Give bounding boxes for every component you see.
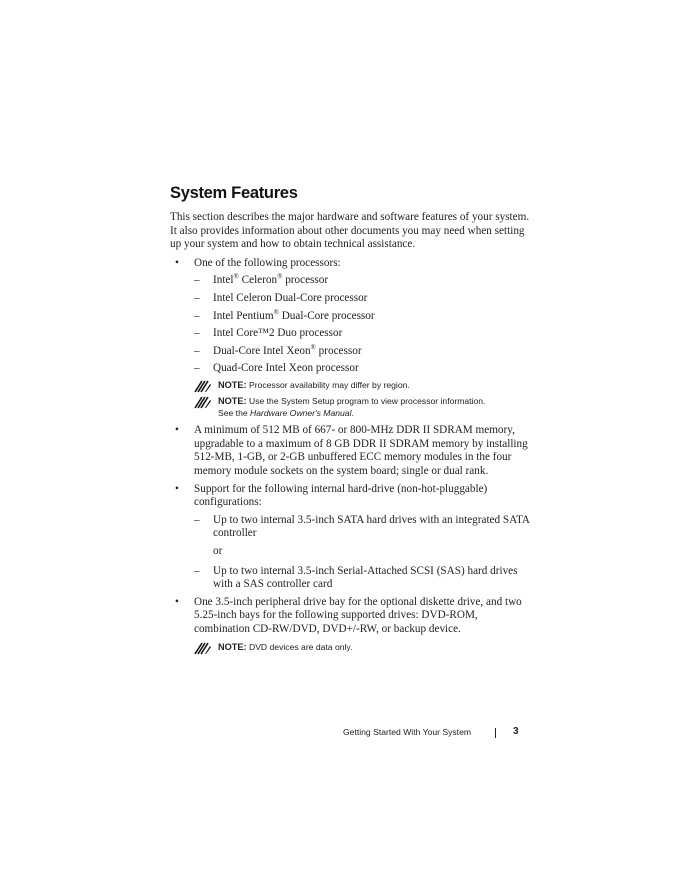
list-item [194, 565, 530, 592]
processor-text: Intel Celeron Dual-Core processor [213, 291, 368, 304]
list-item [170, 596, 530, 654]
harddrive-list [194, 514, 530, 541]
processor-text: processor [318, 344, 362, 357]
registered-mark: ® [273, 307, 279, 316]
processor-text: processor [285, 274, 329, 287]
list-item [194, 327, 530, 341]
processor-text: Intel Pentium [213, 309, 274, 322]
list-item [194, 292, 530, 306]
note-text: Processor availability may differ by region. [248, 379, 410, 390]
processor-list [194, 274, 530, 376]
intro-paragraph: This section describes the major hardware and software features of your system. It also provides information about other documents you may need when setting up your system and how to obtain technical assistance. [170, 211, 530, 251]
manual-title: Hardware Owner's Manual [250, 407, 352, 418]
dash: – [194, 327, 200, 340]
note-processor-availability [194, 380, 530, 391]
processor-text: Dual-Core Intel Xeon [213, 344, 311, 357]
processor-text: Celeron [241, 274, 278, 287]
dash: – [194, 291, 200, 304]
registered-mark: ® [277, 272, 283, 281]
list-item [194, 345, 530, 359]
feature-list [170, 257, 530, 654]
processor-text: Intel [213, 274, 234, 287]
list-item [170, 483, 530, 592]
drivebay-text: One 3.5-inch peripheral drive bay for the optional diskette drive, and two 5.25-inch bays for the following supported drives: DVD-ROM, combination CD-RW/DVD, DVD+/-RW, or backup device. [194, 595, 522, 635]
dash: – [194, 309, 200, 322]
note-label: NOTE: [218, 396, 247, 407]
bullet: • [175, 482, 179, 495]
page-content [170, 184, 530, 659]
harddrive-lead: Support for the following internal hard-drive (non-hot-pluggable) configurations: [194, 482, 488, 509]
list-item [194, 307, 530, 324]
dash: – [194, 513, 200, 526]
dash: – [194, 362, 200, 375]
or-text: or [213, 544, 223, 557]
note-label: NOTE: [218, 642, 247, 653]
note-dvd [194, 642, 530, 653]
list-item [194, 274, 530, 288]
note-pencil-icon [194, 380, 212, 396]
footer-title: Getting Started With Your System [343, 727, 472, 737]
bullet: • [175, 424, 179, 437]
list-item [194, 514, 530, 541]
memory-text: A minimum of 512 MB of 667- or 800-MHz DDR II SDRAM memory, upgradable to a maximum of 8 GB DDR II SDRAM memory by installing 512-MB, 1-GB, or 2-GB unbuffered ECC memory modules in the four memory module sockets on the system board; single or dual rank. [194, 424, 528, 477]
harddrive-text: Up to two internal 3.5-inch Serial-Attached SCSI (SAS) hard drives with a SAS controller card [213, 564, 518, 591]
processor-text: Intel Core™2 Duo processor [213, 327, 343, 340]
note-system-setup [194, 396, 530, 419]
dash: – [194, 344, 200, 357]
note-pencil-icon [194, 642, 212, 658]
registered-mark: ® [233, 272, 239, 281]
processor-text: Quad-Core Intel Xeon processor [213, 362, 359, 375]
processors-lead: One of the following processors: [194, 256, 341, 269]
page-title: System Features [170, 184, 298, 202]
note-text: See the [218, 407, 248, 418]
dash: – [194, 564, 200, 577]
note-pencil-icon [194, 396, 212, 412]
harddrive-list-2 [194, 565, 530, 592]
bullet: • [175, 595, 179, 608]
registered-mark: ® [310, 343, 316, 352]
list-item [194, 362, 530, 376]
list-item [170, 424, 530, 478]
note-period: . [351, 407, 354, 418]
page-number: 3 [513, 726, 519, 737]
page-footer [343, 726, 519, 737]
note-text: DVD devices are data only. [248, 642, 353, 653]
dash: – [194, 274, 200, 287]
note-label: NOTE: [218, 379, 247, 390]
bullet: • [175, 256, 179, 269]
harddrive-text: Up to two internal 3.5-inch SATA hard drives with an integrated SATA controller [213, 513, 530, 540]
list-item [170, 257, 530, 419]
footer-divider [495, 728, 496, 738]
note-text: Use the System Setup program to view processor information. [248, 396, 486, 407]
processor-text: Dual-Core processor [281, 309, 375, 322]
